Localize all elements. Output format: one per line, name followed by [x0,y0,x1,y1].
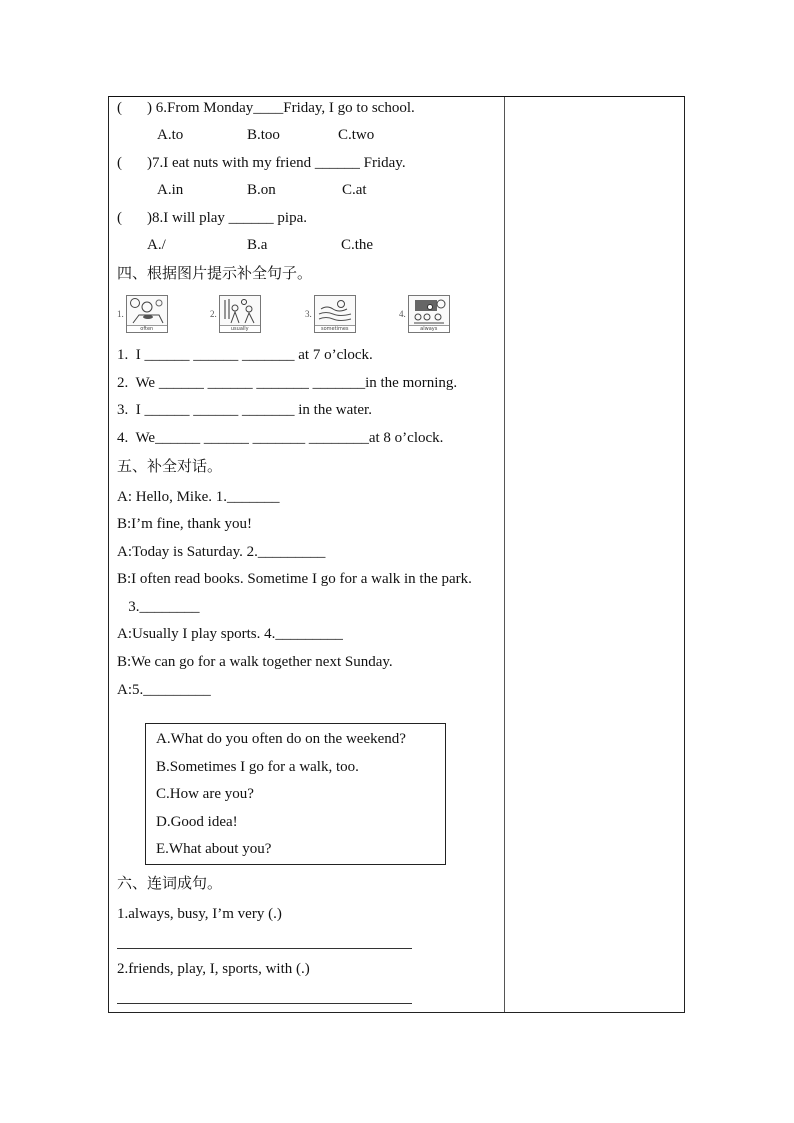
worksheet-table [108,96,685,1013]
picture-number: 2. [210,309,217,319]
dialogue-line-5[interactable]: 3.________ [117,599,200,615]
picture-hint-4 [399,295,450,333]
sentence-1[interactable]: 1. I ______ ______ _______ at 7 o’clock. [117,347,373,363]
dialogue-line-2: B:I’m fine, thank you! [117,516,252,532]
dialogue-line-1[interactable]: A: Hello, Mike. 1._______ [117,489,280,505]
picture-hints [109,295,504,335]
question-7-option-b[interactable]: B.on [247,182,276,198]
dialogue-line-6[interactable]: A:Usually I play sports. 4._________ [117,626,343,642]
question-6: ) 6.From Monday____Friday, I go to school. [147,100,415,116]
picture-number: 1. [117,309,124,319]
question-7-paren[interactable]: ( [117,155,122,171]
question-8-paren[interactable]: ( [117,210,122,226]
left-column [109,97,504,1012]
question-8-option-b[interactable]: B.a [247,237,268,253]
choice-b: B.Sometimes I go for a walk, too. [156,759,359,775]
question-8: )8.I will play ______ pipa. [147,210,307,226]
question-7-option-a[interactable]: A.in [157,182,184,198]
picture-caption: sometimes [315,325,355,332]
choice-e: E.What about you? [156,841,272,857]
usually-picture-icon [219,295,261,333]
choice-d: D.Good idea! [156,814,238,830]
question-6-option-a[interactable]: A.to [157,127,184,143]
question-6-option-c[interactable]: C.two [338,127,375,143]
answer-line-2[interactable] [117,1003,412,1004]
question-6-option-b[interactable]: B.too [247,127,280,143]
picture-caption: often [127,325,167,332]
choice-a: A.What do you often do on the weekend? [156,731,406,747]
always-picture-icon [408,295,450,333]
question-6-paren[interactable]: ( [117,100,122,116]
sentence-2[interactable]: 2. We ______ ______ _______ _______in the morning. [117,375,458,391]
picture-caption: always [409,325,449,332]
right-column-notes [505,97,684,1012]
picture-number: 3. [305,309,312,319]
dialogue-line-3[interactable]: A:Today is Saturday. 2._________ [117,544,326,560]
section-4-title: 四、根据图片提示补全句子。 [117,264,313,282]
section-5-title: 五、补全对话。 [117,457,223,475]
question-8-option-c[interactable]: C.the [341,237,374,253]
dialogue-line-7: B:We can go for a walk together next Sunday. [117,654,393,670]
picture-caption: usually [220,325,260,332]
question-7-option-c[interactable]: C.at [342,182,367,198]
section-6-title: 六、连词成句。 [117,874,223,892]
reorder-item-1: 1.always, busy, I’m very (.) [117,906,282,922]
picture-hint-1 [117,295,168,333]
reorder-item-2: 2.friends, play, I, sports, with (.) [117,961,310,977]
sentence-3[interactable]: 3. I ______ ______ _______ in the water. [117,402,372,418]
sometimes-picture-icon [314,295,356,333]
picture-hint-3 [305,295,356,333]
picture-number: 4. [399,309,406,319]
dialogue-line-8[interactable]: A:5._________ [117,682,211,698]
dialogue-line-4: B:I often read books. Sometime I go for a walk in the park. [117,571,472,587]
question-8-option-a[interactable]: A./ [147,237,166,253]
question-7: )7.I eat nuts with my friend ______ Friday. [147,155,406,171]
dialogue-choices-box [145,723,446,865]
choice-c: C.How are you? [156,786,254,802]
often-picture-icon [126,295,168,333]
picture-hint-2 [210,295,261,333]
sentence-4[interactable]: 4. We______ ______ _______ ________at 8 o’clock. [117,430,444,446]
answer-line-1[interactable] [117,948,412,949]
